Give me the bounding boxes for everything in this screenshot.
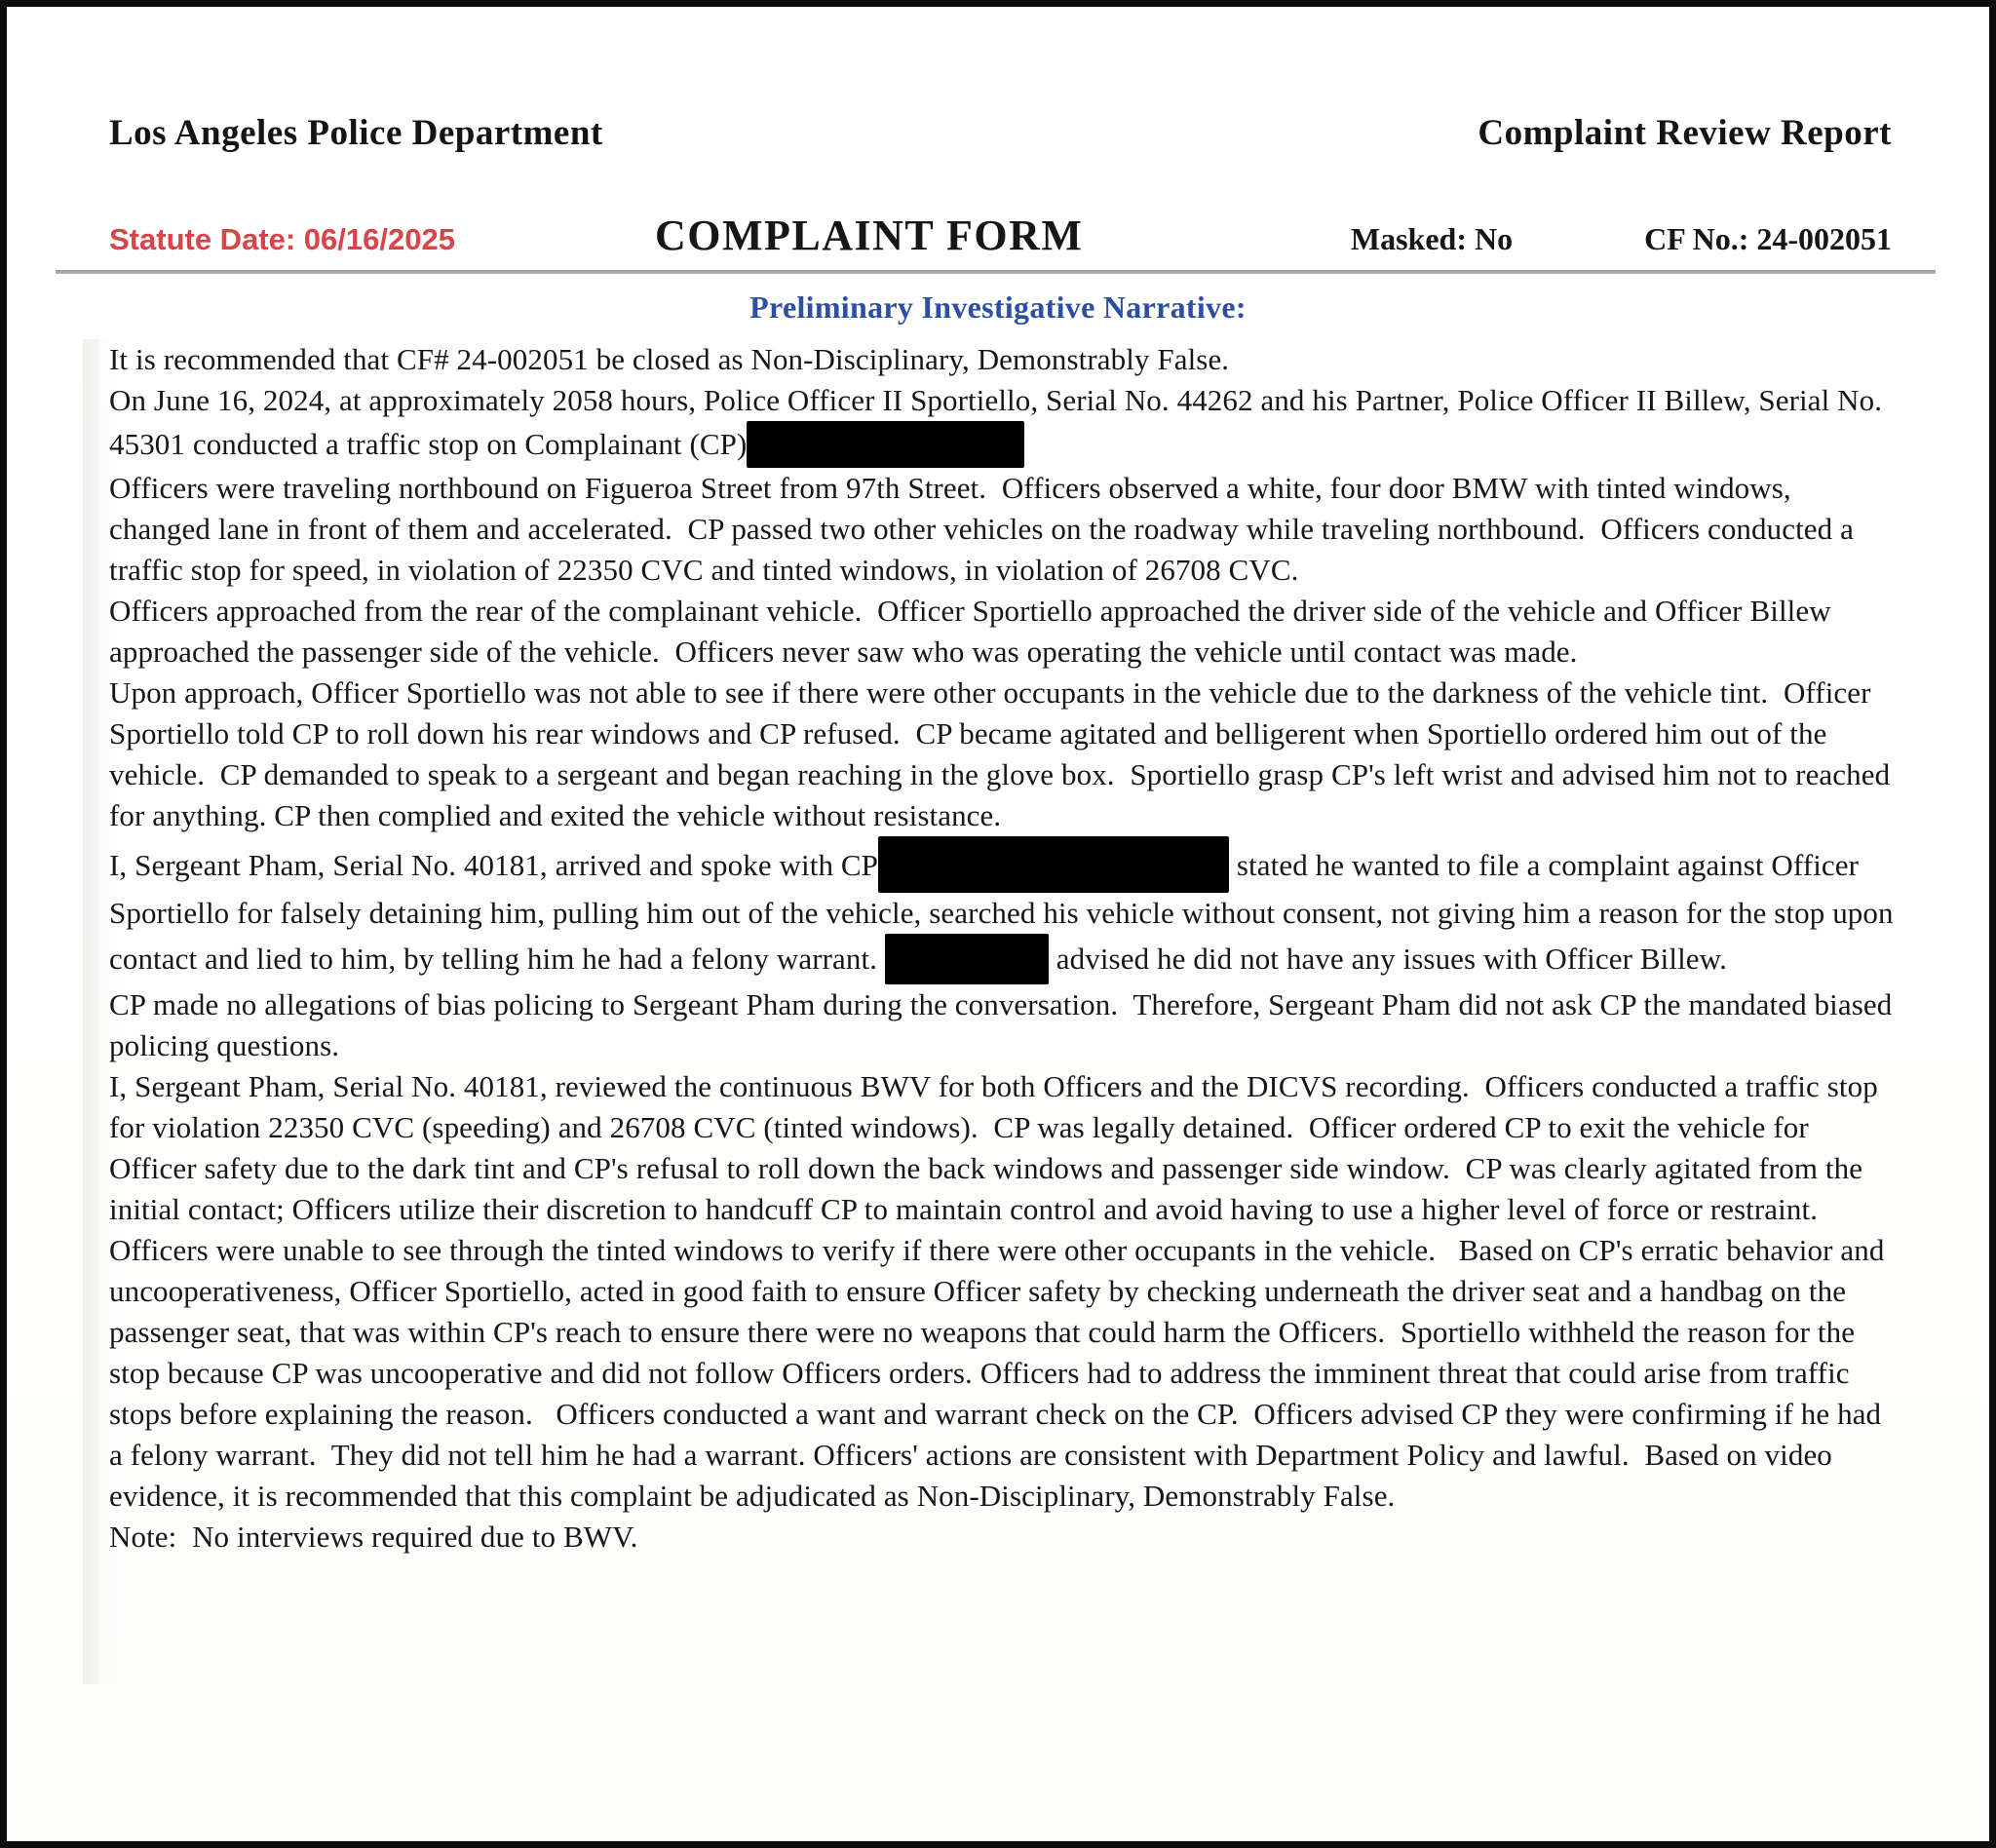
form-header bbox=[7, 154, 1989, 260]
narrative-text: On June 16, 2024, at approximately 2058 hours, Police Officer II Sportiello, Serial No. 44262 and his Partner, Police Officer II Billew, Serial No. 45301 conducted a traffic stop on Complainant (CP) bbox=[109, 383, 1890, 461]
narrative-text: stated he wanted to file a complaint against Officer Sportiello for falsely detaining him, pulling him out of the vehicle, searched his vehicle without consent, not giving him a reason for the stop upon contact and lied to him, by telling him he had a felony warrant. bbox=[109, 848, 1901, 976]
narrative-paragraph bbox=[109, 591, 1897, 673]
narrative-text: Officers were traveling northbound on Figueroa Street from 97th Street. Officers observed a white, four door BMW with tinted windows, changed lane in front of them and accelerated. CP passed two other vehicles on the roadway while traveling northbound. Officers conducted a traffic stop for speed, in violation of 22350 CVC and tinted windows, in violation of 26708 CVC. bbox=[109, 471, 1862, 587]
narrative-paragraph bbox=[109, 380, 1897, 468]
narrative-paragraph bbox=[109, 984, 1900, 1066]
narrative-text: I, Sergeant Pham, Serial No. 40181, reviewed the continuous BWV for both Officers and the DICVS recording. Officers conducted a traffic stop for violation 22350 CVC (speeding) and 26708 CVC (tinted windows). CP was legally detained. Officer ordered CP to exit the vehicle for Officer safety due to the dark tint and CP's refusal to roll down the back windows and passenger side window. CP was clearly agitated from the initial contact; Officers utilize their discretion to handcuff CP to maintain control and avoid having to use a higher level of force or restraint. Officers were unable to see through the tinted windows to verify if there were other occupants in the vehicle. Based on CP's erratic behavior and uncooperativeness, Officer Sportiello, acted in good faith to ensure Officer safety by checking underneath the driver seat and a handbag on the passenger seat, that was within CP's reach to ensure there were no weapons that could harm the Officers. Sportiello withheld the reason for the stop because CP was uncooperative and did not follow Officers orders. Officers had to address the imminent threat that could arise from traffic stops before explaining the reason. Officers conducted a want and warrant check on the CP. Officers advised CP they were confirming if he had a felony warrant. They did not tell him he had a warrant. Officers' actions are consistent with Department Policy and lawful. Based on video evidence, it is recommended that this complaint be adjudicated as Non-Disciplinary, Demonstrably False. bbox=[109, 1069, 1893, 1513]
form-title: COMPLAINT FORM bbox=[655, 212, 1084, 259]
redaction-box bbox=[878, 836, 1229, 893]
narrative-text: I, Sergeant Pham, Serial No. 40181, arrived and spoke with CP bbox=[109, 848, 879, 882]
statute-date: Statute Date: 06/16/2025 bbox=[109, 222, 455, 256]
document-page bbox=[7, 7, 1989, 1841]
narrative-heading: Preliminary Investigative Narrative: bbox=[749, 289, 1247, 325]
form-header-right bbox=[1083, 221, 1892, 257]
cf-number-field: CF No.: 24-002051 bbox=[1644, 221, 1892, 256]
masked-field: Masked: No bbox=[1350, 221, 1514, 256]
agency-title: Los Angeles Police Department bbox=[109, 113, 603, 153]
report-type-title: Complaint Review Report bbox=[1478, 113, 1892, 153]
narrative-paragraphs bbox=[83, 339, 1901, 1684]
narrative-paragraph bbox=[109, 339, 1897, 380]
narrative-text: advised he did not have any issues with Officer Billew. bbox=[1048, 942, 1727, 976]
narrative-paragraph bbox=[109, 673, 1897, 836]
narrative-paragraph bbox=[109, 836, 1901, 984]
narrative-text: CP made no allegations of bias policing to Sergeant Pham during the conversation. Therefore, Sergeant Pham did not ask CP the mandated biased policing questions. bbox=[109, 987, 1900, 1062]
narrative-text: Officers approached from the rear of the complainant vehicle. Officer Sportiello approached the driver side of the vehicle and Officer Billew approached the passenger side of the vehicle. Officers never saw who was operating the vehicle until contact was made. bbox=[109, 594, 1839, 669]
redaction-box bbox=[885, 934, 1049, 984]
redaction-box bbox=[747, 421, 1024, 468]
narrative-paragraph bbox=[109, 1517, 1897, 1558]
header-divider bbox=[56, 270, 1936, 274]
narrative-text: Note: No interviews required due to BWV. bbox=[109, 1520, 638, 1554]
narrative-paragraph bbox=[109, 1066, 1897, 1517]
top-header bbox=[7, 7, 1989, 154]
narrative-text: Upon approach, Officer Sportiello was not able to see if there were other occupants in the vehicle due to the darkness of the vehicle tint. Officer Sportiello told CP to roll down his rear windows and CP refused. CP became agitated and belligerent when Sportiello ordered him out of the vehicle. CP demanded to speak to a sergeant and began reaching in the glove box. Sportiello grasp CP's left wrist and advised him not to reached for anything. CP then complied and exited the vehicle without resistance. bbox=[109, 675, 1899, 832]
narrative-text: It is recommended that CF# 24-002051 be closed as Non-Disciplinary, Demonstrably False. bbox=[109, 342, 1230, 376]
narrative-paragraph bbox=[109, 468, 1897, 591]
